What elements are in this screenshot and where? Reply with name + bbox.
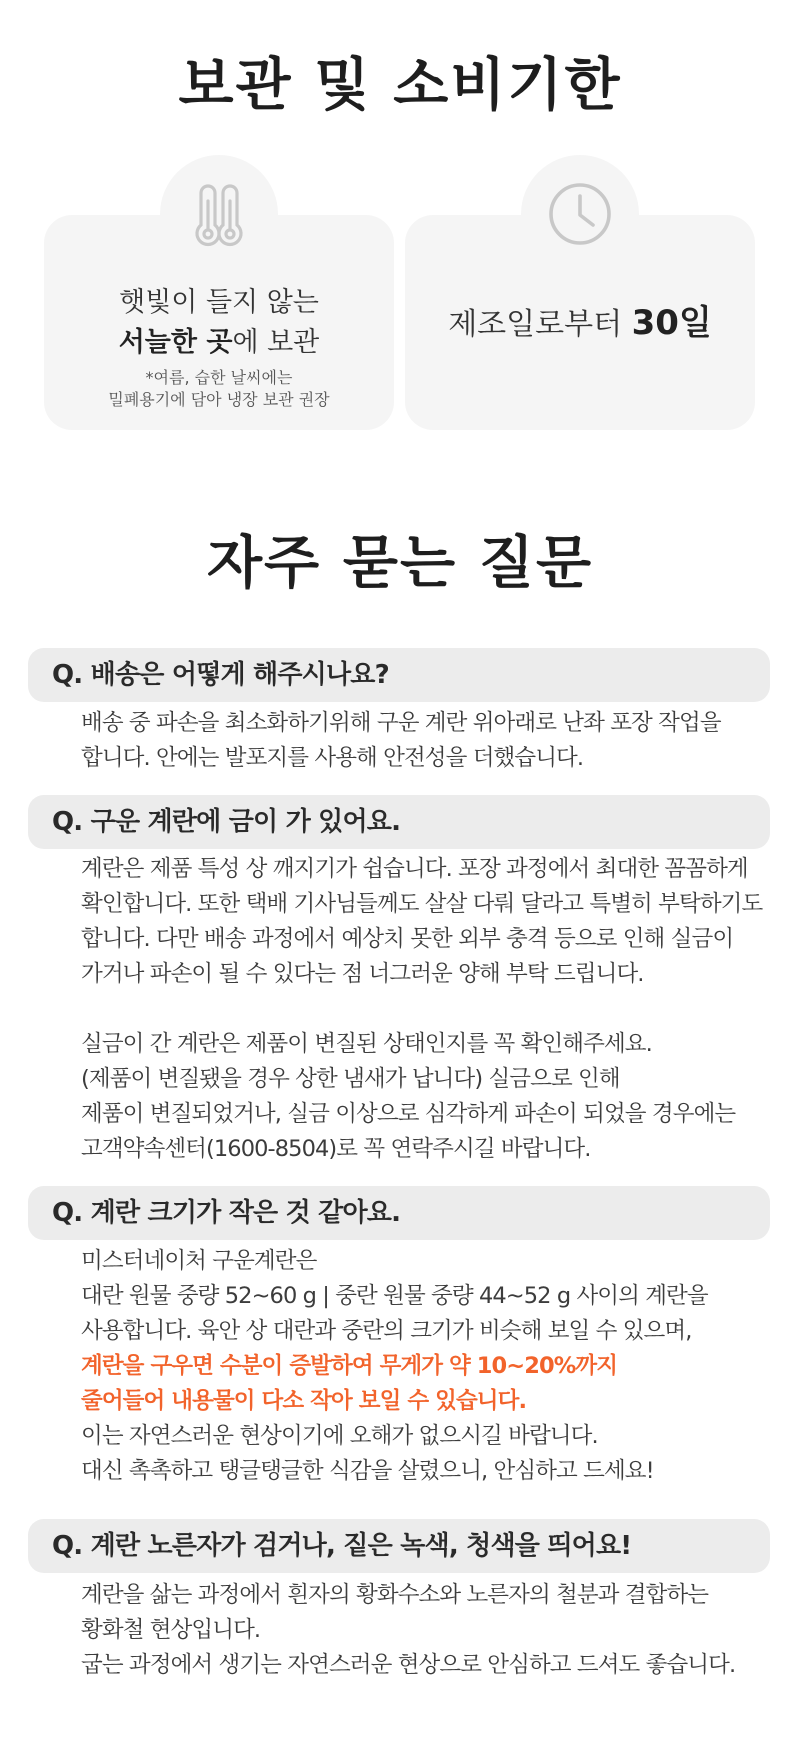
shelf-life-icon-circle <box>521 155 639 273</box>
storage-section-title: 보관 및 소비기한 <box>178 52 622 118</box>
storage-note-1: *여름, 습한 날씨에는 <box>145 368 293 387</box>
faq-answer-line: 황화철 현상입니다. <box>81 1617 261 1643</box>
faq-answer-line: 대란 원물 중량 52~60 g | 중란 원물 중량 44~52 g 사이의 계란을 <box>81 1283 708 1309</box>
faq-answer-line: 미스터네이처 구운계란은 <box>81 1248 317 1274</box>
storage-card <box>44 215 394 430</box>
faq-answer-line: 계란을 삶는 과정에서 흰자의 황화수소와 노른자의 철분과 결합하는 <box>81 1582 709 1608</box>
storage-line-1: 햇빛이 들지 않는 <box>119 287 319 318</box>
faq-answer-line: 합니다. 안에는 발포지를 사용해 안전성을 더했습니다. <box>81 745 584 771</box>
faq-answer-line: 이는 자연스러운 현상이기에 오해가 없으시길 바랍니다. <box>81 1423 598 1449</box>
faq-question-shipping[interactable]: Q. 배송은 어떻게 해주시나요? <box>28 648 770 702</box>
faq-answer-line: 배송 중 파손을 최소화하기위해 구운 계란 위아래로 난좌 포장 작업을 <box>81 710 721 736</box>
faq-answer-line: 실금이 간 계란은 제품이 변질된 상태인지를 꼭 확인해주세요. <box>81 1031 652 1057</box>
faq-answer-line: 대신 촉촉하고 탱글탱글한 식감을 살렸으니, 안심하고 드세요! <box>81 1458 654 1484</box>
faq-answer-line: 계란은 제품 특성 상 깨지기가 쉽습니다. 포장 과정에서 최대한 꼼꼼하게 <box>81 856 748 882</box>
shelf-life-text <box>405 303 755 345</box>
faq-question-crack[interactable]: Q. 구운 계란에 금이 가 있어요. <box>28 795 770 849</box>
storage-note-2: 밀폐용기에 담아 냉장 보관 권장 <box>108 390 330 409</box>
shelf-life-card <box>405 215 755 430</box>
faq-section-title: 자주 묻는 질문 <box>206 530 594 596</box>
faq-answer-line: 굽는 과정에서 생기는 자연스러운 현상으로 안심하고 드셔도 좋습니다. <box>81 1652 736 1678</box>
faq-answer-crack <box>81 852 781 1167</box>
thermometer-icon <box>184 179 254 249</box>
storage-place-bold: 서늘한 곳 <box>118 327 233 358</box>
faq-answer-shipping <box>81 706 781 776</box>
faq-answer-highlight-line: 줄어들어 내용물이 다소 작아 보일 수 있습니다. <box>81 1388 527 1414</box>
storage-line-2-rest: 에 보관 <box>232 327 320 358</box>
faq-answer-size <box>81 1244 781 1489</box>
faq-answer-highlight-line: 계란을 구우면 수분이 증발하여 무게가 약 10~20%까지 <box>81 1353 618 1379</box>
storage-icon-circle <box>160 155 278 273</box>
faq-answer-yolk-color <box>81 1578 781 1683</box>
faq-answer-line: 합니다. 다만 배송 과정에서 예상치 못한 외부 충격 등으로 인해 실금이 <box>81 926 734 952</box>
faq-answer-spacer <box>81 992 781 1027</box>
faq-answer-line: 제품이 변질되었거나, 실금 이상으로 심각하게 파손이 되었을 경우에는 <box>81 1101 736 1127</box>
clock-icon <box>545 179 615 249</box>
faq-answer-line: (제품이 변질됐을 경우 상한 냄새가 납니다) 실금으로 인해 <box>81 1066 620 1092</box>
storage-line-2 <box>44 323 394 363</box>
faq-answer-line: 사용합니다. 육안 상 대란과 중란의 크기가 비슷해 보일 수 있으며, <box>81 1318 692 1344</box>
shelf-life-days: 30일 <box>631 303 712 343</box>
faq-answer-line: 고객약속센터(1600-8504)로 꼭 연락주시길 바랍니다. <box>81 1136 591 1162</box>
faq-question-size[interactable]: Q. 계란 크기가 작은 것 같아요. <box>28 1186 770 1240</box>
faq-answer-line: 가거나 파손이 될 수 있다는 점 너그러운 양해 부탁 드립니다. <box>81 961 644 987</box>
shelf-life-label: 제조일로부터 <box>448 307 623 342</box>
faq-question-yolk-color[interactable]: Q. 계란 노른자가 검거나, 짙은 녹색, 청색을 띄어요! <box>28 1519 770 1573</box>
faq-answer-line: 확인합니다. 또한 택배 기사님들께도 살살 다뤄 달라고 특별히 부탁하기도 <box>81 891 763 917</box>
